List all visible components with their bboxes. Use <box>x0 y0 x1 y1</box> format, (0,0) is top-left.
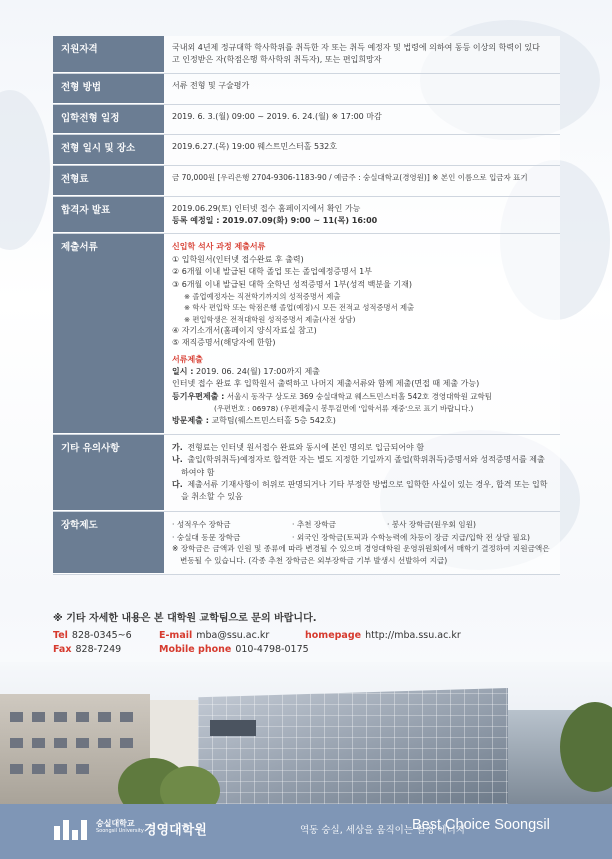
visit-label: 방문제출 : <box>172 415 209 425</box>
visit-submission <box>172 415 552 427</box>
row-label: 전형 일시 및 장소 <box>53 135 164 165</box>
submission-title: 서류제출 <box>172 354 203 364</box>
row-label: 합격자 발표 <box>53 197 164 234</box>
documents-title: 신입학 석사 과정 제출서류 <box>172 242 266 252</box>
document-subnote: ※ 학사 편입학 또는 학점은행 졸업(예정)시 모든 전적교 성적증명서 제출 <box>184 303 415 313</box>
note-marker: 나. <box>172 455 183 465</box>
university-logo-icon <box>54 820 90 840</box>
university-name <box>96 820 144 834</box>
row-schedule <box>53 105 560 136</box>
building-sign <box>210 720 256 736</box>
row-text: 금 70,000원 [우리은행 2704-9306-1183-90 / 예금주 : 숭실대학교(경영원)] ※ 본인 이름으로 입금자 표기 <box>172 172 528 182</box>
document-item: ③ 6개월 이내 발급된 대학 全학년 성적증명서 1부(성적 백분율 기재) <box>172 279 412 289</box>
row-announcement <box>53 197 560 235</box>
admission-info-table <box>53 36 560 575</box>
scholarship-item: · 봉사 장학금(원우회 임원) <box>387 519 476 529</box>
slogan-en: Best Choice Soongsil <box>412 817 550 833</box>
university-name-ko: 숭실대학교 <box>96 819 135 828</box>
mobile-label: Mobile phone <box>159 644 232 656</box>
scholarship-note: ※ 장학금은 금액과 인원 및 종류에 따라 변경될 수 있으며 경영대학원 운영위원회에서 매학기 결정하여 지원금액은 변동될 수 있습니다. (각종 추천 장학금은 외부장학금 기부 발생시 선발하여 지급) <box>172 544 550 566</box>
document-item: ② 6개월 이내 발급된 대학 졸업 또는 졸업예정증명서 1부 <box>172 267 372 277</box>
footer-bar <box>0 804 612 859</box>
note-marker: 다. <box>172 480 183 490</box>
scholarship-item: · 숭실대 동문 장학금 <box>172 532 241 542</box>
tel-value: 828-0345~6 <box>71 630 132 641</box>
note-item <box>172 479 552 504</box>
note-marker: 가. <box>172 442 183 452</box>
row-fee <box>53 166 560 197</box>
note-item <box>172 442 552 454</box>
mail-note: (우편번호 : 06978) (우편제출시 봉투겉면에 '입학서류 재중'으로 표기 바랍니다.) <box>214 404 474 414</box>
row-label: 제출서류 <box>53 234 164 433</box>
mail-label: 등기우편제출 : <box>172 391 225 401</box>
fax-value: 828-7249 <box>75 644 122 656</box>
document-subnote: ※ 편입학생은 전적대학원 성적증명서 제출(사전 상담) <box>184 314 356 324</box>
document-item: ⑤ 재직증명서(해당자에 한함) <box>172 338 276 348</box>
contact-section <box>53 609 560 658</box>
row-text: 서류 전형 및 구술평가 <box>172 80 250 90</box>
row-exam-time-place <box>53 135 560 166</box>
row-label: 기타 유의사항 <box>53 435 164 511</box>
fax-label: Fax <box>53 644 72 656</box>
mail-submission <box>172 391 552 403</box>
glass-building <box>198 688 508 804</box>
homepage-label: homepage <box>305 630 362 641</box>
deadline-value: 2019. 06. 24(월) 17:00까지 제출 <box>196 367 320 377</box>
row-text: 국내외 4년제 정규대학 학사학위를 취득한 자 또는 취득 예정자 및 법령에 의하여 동등 이상의 학력이 있다 <box>172 43 540 52</box>
campus-building-photo <box>0 662 612 804</box>
document-item: ① 입학원서(인터넷 접수완료 후 출력) <box>172 254 304 264</box>
row-notes <box>53 435 560 512</box>
row-text: 2019. 6. 3.(월) 09:00 ~ 2019. 6. 24.(월) ※ 17:00 마감 <box>172 111 382 121</box>
homepage-link[interactable]: http://mba.ssu.ac.kr <box>365 630 461 641</box>
row-text: 2019.06.29(토) 인터넷 접수 홈페이지에서 확인 가능 <box>172 203 361 213</box>
university-name-en: Soongsil University <box>96 827 144 834</box>
scholarship-list <box>172 519 552 544</box>
row-text: 고 인정받은 자(학점은행 학사학위 취득자), 또는 편입희망자 <box>172 55 382 65</box>
row-label: 입학전형 일정 <box>53 105 164 135</box>
row-label: 장학제도 <box>53 512 164 574</box>
tel-label: Tel <box>53 630 68 641</box>
world-map-background <box>0 90 50 250</box>
row-text: 2019.6.27.(목) 19:00 웨스트민스터홀 532호 <box>172 142 338 152</box>
registration-date: 등록 예정일 : 2019.07.09(화) 9:00 ~ 11(목) 16:00 <box>172 216 378 226</box>
row-scholarship <box>53 512 560 575</box>
mail-value: 서울시 동작구 상도로 369 숭실대학교 웨스트민스터홀 542호 경영대학원 교학팀 <box>226 391 492 401</box>
visit-value: 교학팀(웨스트민스터홀 5층 542호) <box>211 415 336 425</box>
scholarship-item: · 추천 장학금 <box>292 519 336 529</box>
deadline-label: 일시 : <box>172 367 194 377</box>
document-subnote: ※ 졸업예정자는 직전학기까지의 성적증명서 제출 <box>184 292 341 301</box>
row-eligibility <box>53 36 560 74</box>
document-item: ④ 자기소개서(홈페이지 양식자료실 참고) <box>172 325 317 335</box>
deadline-note: 인터넷 접수 완료 후 입학원서 출력하고 나머지 제출서류와 함께 제출(면접 때 제출 가능) <box>172 379 480 389</box>
row-method <box>53 74 560 105</box>
email-label: E-mail <box>159 630 193 641</box>
note-text: 제출서류 기재사항이 허위로 판명되거나 기타 부정한 방법으로 입학한 사실이 있는 경우, 합격 또는 입학을 취소할 수 있음 <box>181 480 548 502</box>
row-label: 전형 방법 <box>53 74 164 104</box>
email-link[interactable]: mba@ssu.ac.kr <box>196 630 270 641</box>
submission-deadline <box>172 366 552 378</box>
note-item <box>172 454 552 479</box>
row-label: 전형료 <box>53 166 164 196</box>
row-documents <box>53 234 560 434</box>
scholarship-item: · 외국인 장학금(토픽과 수학능력에 차등이 장금 지급/입학 전 상담 필요) <box>292 532 531 542</box>
contact-note: ※ 기타 자세한 내용은 본 대학원 교학팀으로 문의 바랍니다. <box>53 613 317 624</box>
note-text: 출입(학위취득)예정자로 합격한 자는 별도 지정한 기일까지 졸업(학위취득)증명서와 성적증명서를 제출하여야 함 <box>181 455 545 477</box>
row-label: 지원자격 <box>53 36 164 73</box>
note-text: 전형료는 인터넷 원서접수 완료와 동시에 본인 명의로 입금되어야 함 <box>187 442 425 452</box>
school-name: 경영대학원 <box>144 823 207 838</box>
slogan: 역동 숭실, 세상을 움직이는 열정 에너지 <box>300 825 465 836</box>
mobile-value: 010-4798-0175 <box>235 644 309 656</box>
scholarship-item: · 성적우수 장학금 <box>172 519 231 529</box>
